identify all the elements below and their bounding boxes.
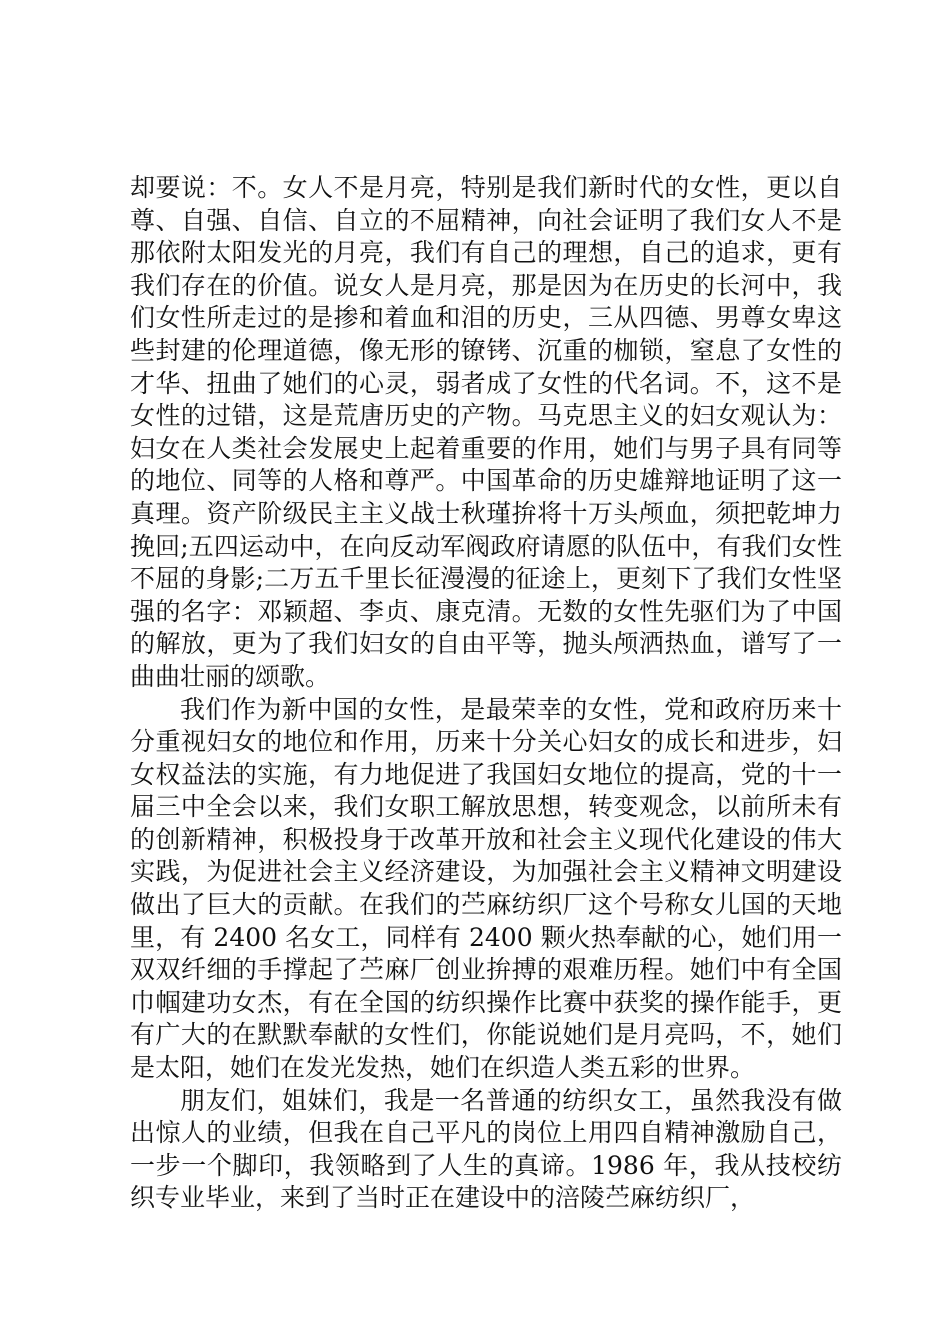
paragraph-1: 却要说：不。女人不是月亮，特别是我们新时代的女性，更以自尊、自强、自信、自立的不屈精神，向社会证明了我们女人不是那依附太阳发光的月亮，我们有自己的理想，自己的追求，更有我们存在的价值。说女人是月亮，那是因为在历史的长河中，我们女性所走过的是掺和着血和泪的历史，三从四德、男尊女卑这些封建的伦理道德，像无形的镣铐、沉重的枷锁，窒息了女性的才华、扭曲了她们的心灵，弱者成了女性的代名词。不，这不是女性的过错，这是荒唐历史的产物。马克思主义的妇女观认为：妇女在人类社会发展史上起着重要的作用，她们与男子具有同等的地位、同等的人格和尊严。中国革命的历史雄辩地证明了这一真理。资产阶级民主主义战士秋瑾拚将十万头颅血，须把乾坤力挽回;五四运动中，在向反动军阀政府请愿的队伍中，有我们女性不屈的身影;二万五千里长征漫漫的征途上，更刻下了我们女性坚强的名字：邓颖超、李贞、康克清。无数的女性先驱们为了中国的解放，更为了我们妇女的自由平等，抛头颅洒热血，谱写了一曲曲壮丽的颂歌。 (130, 173, 842, 691)
paragraph-3: 朋友们，姐妹们，我是一名普通的纺织女工，虽然我没有做出惊人的业绩，但我在自己平凡的岗位上用四自精神激励自己，一步一个脚印，我领略到了人生的真谛。1986 年，我从技校纺织专业毕业，来到了当时正在建设中的涪陵苎麻纺织厂， (130, 1085, 842, 1213)
document-body (130, 172, 842, 1215)
paragraph-2: 我们作为新中国的女性，是最荣幸的女性，党和政府历来十分重视妇女的地位和作用，历来十分关心妇女的成长和进步，妇女权益法的实施，有力地促进了我国妇女地位的提高，党的十一届三中全会以来，我们女职工解放思想，转变观念，以前所未有的创新精神，积极投身于改革开放和社会主义现代化建设的伟大实践，为促进社会主义经济建设，为加强社会主义精神文明建设做出了巨大的贡献。在我们的苎麻纺织厂这个号称女儿国的天地里，有 2400 名女工，同样有 2400 颗火热奉献的心，她们用一双双纤细的手撑起了苎麻厂创业拚搏的艰难历程。她们中有全国巾帼建功女杰，有在全国的纺织操作比赛中获奖的操作能手，更有广大的在默默奉献的女性们，你能说她们是月亮吗，不，她们是太阳，她们在发光发热，她们在织造人类五彩的世界。 (130, 694, 842, 1083)
